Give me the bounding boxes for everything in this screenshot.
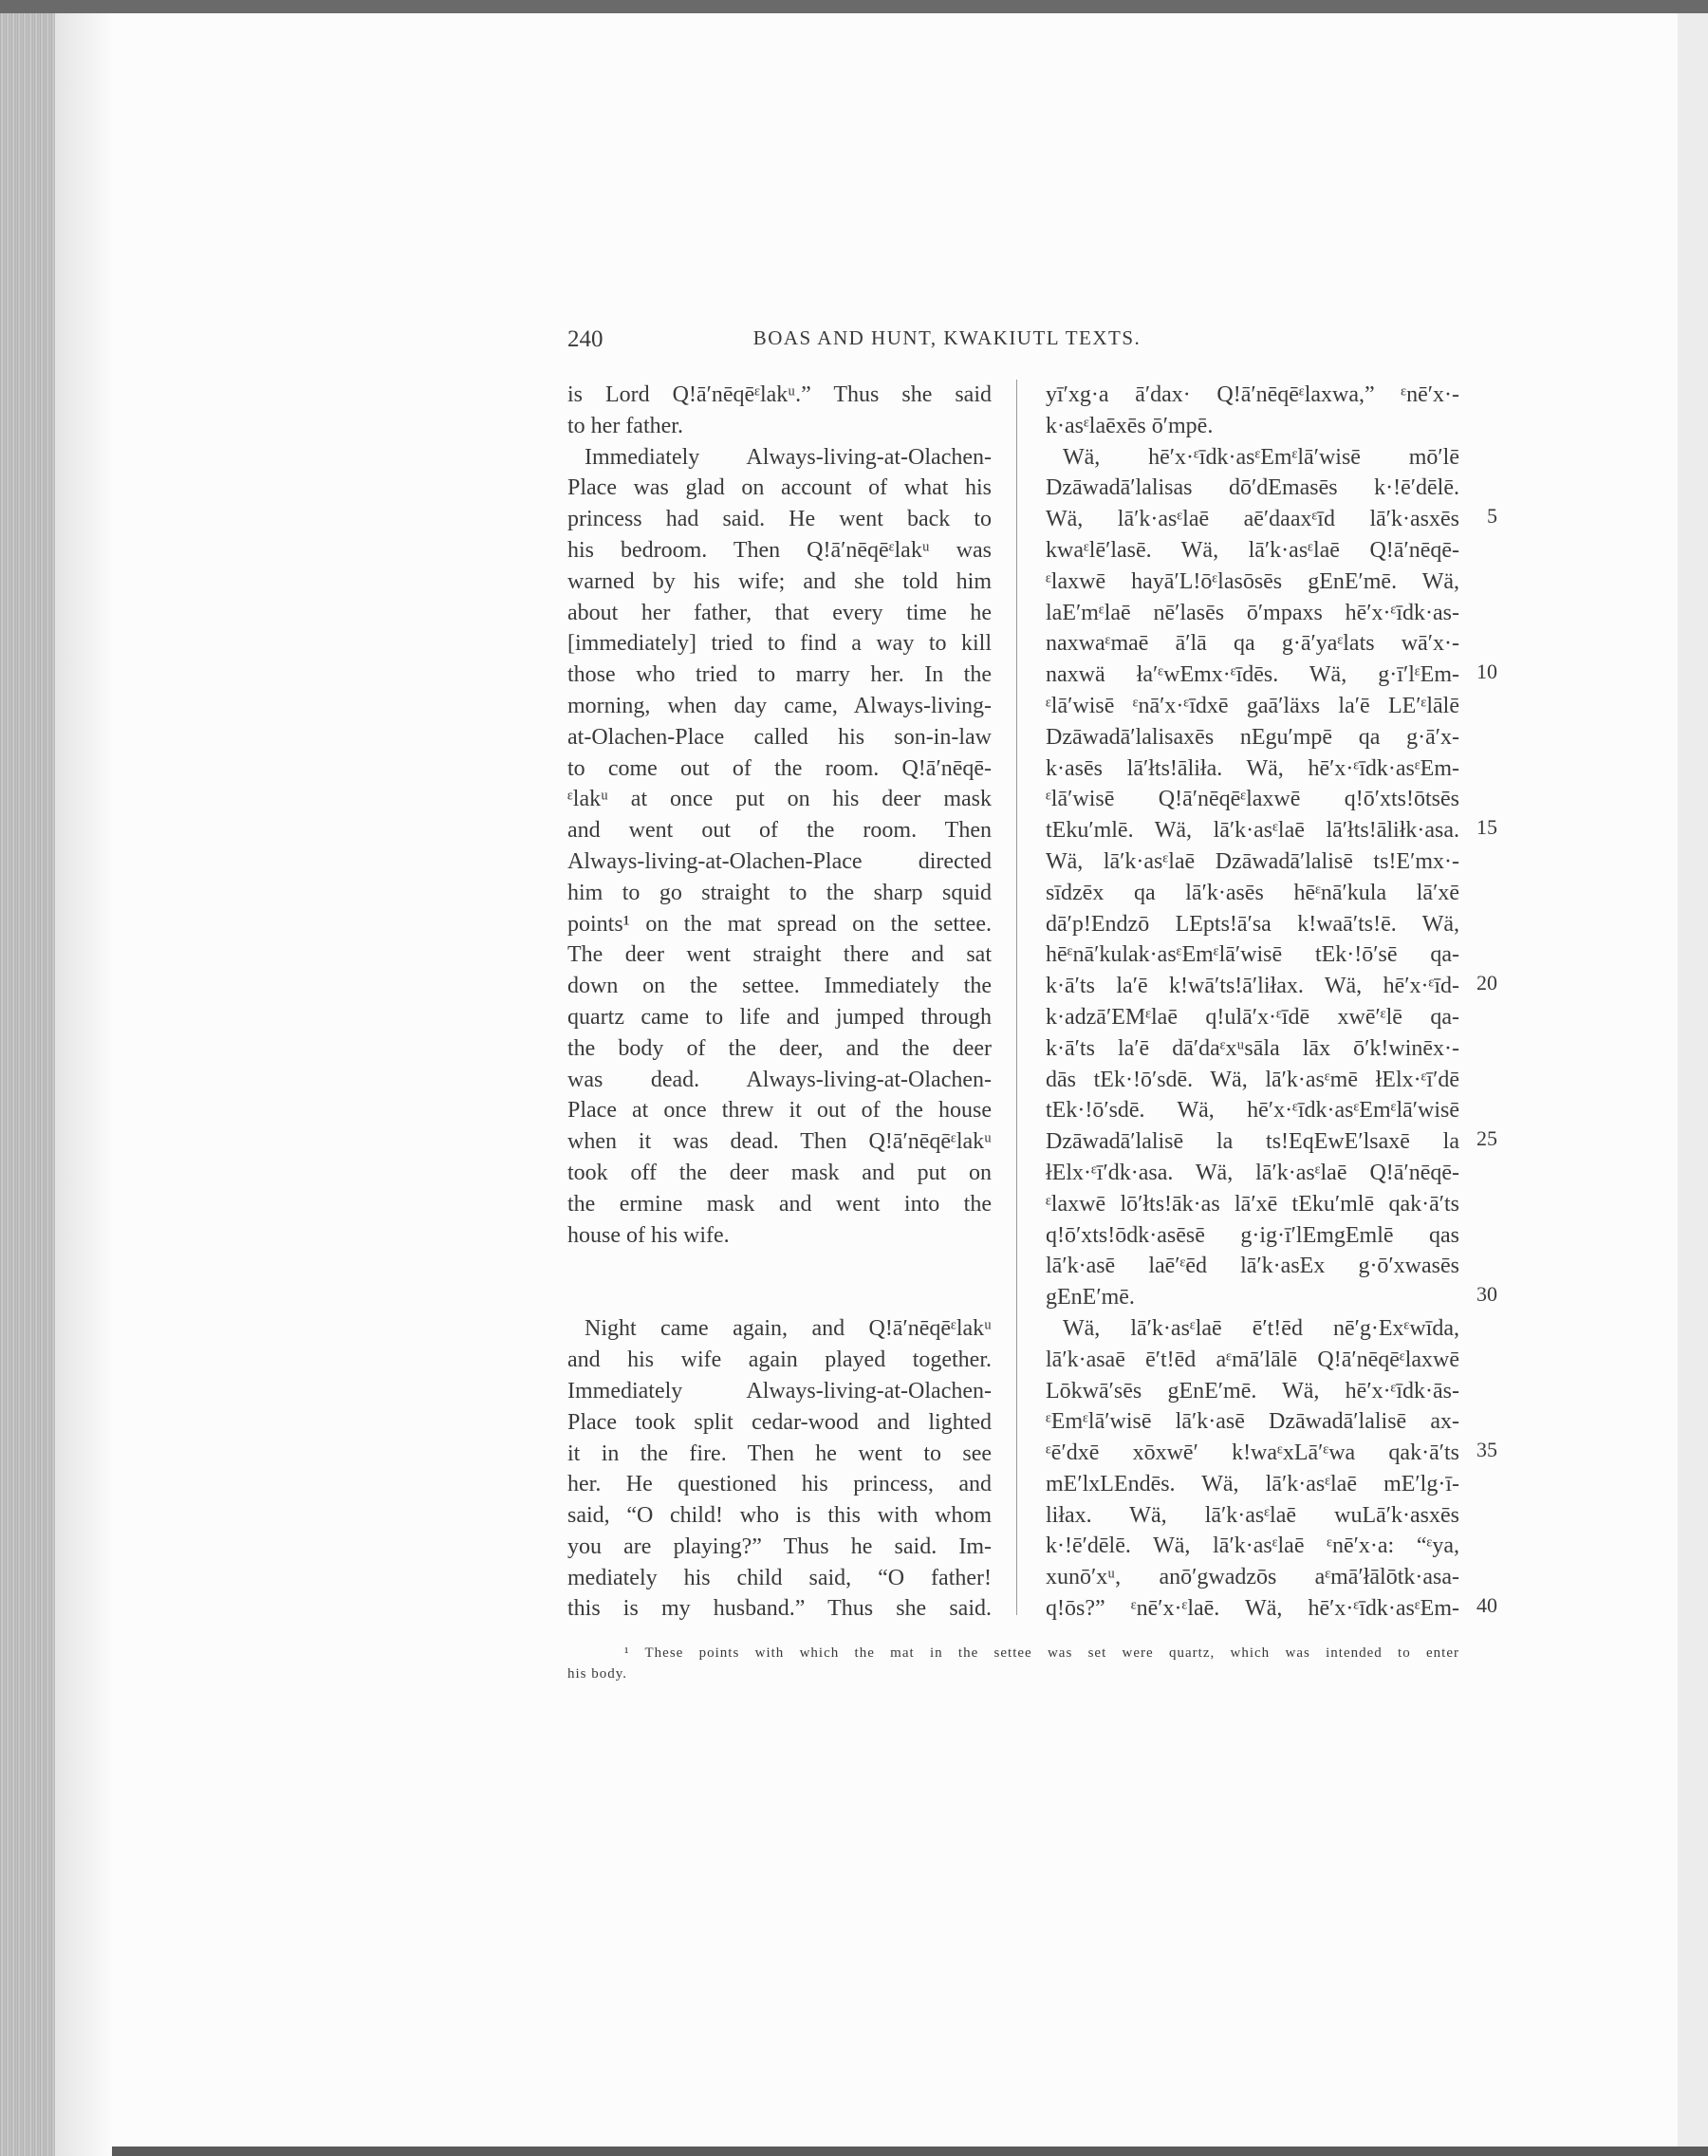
text-line: to come out of the room. Q!ā′nēqē- (567, 755, 992, 781)
text-line: lā′k·asē laē′ᵋēd lā′k·asEx g·ō′xwasēs (1046, 1254, 1459, 1279)
text-line: quartz came to life and jumped through (567, 1004, 992, 1030)
text-line: Wä, hē′x·ᵋīdk·asᵋEmᵋlā′wisē mō′lē (1063, 444, 1459, 470)
footnote-line: his body. (567, 1666, 628, 1682)
text-line: Dzāwadā′lalisas dō′dEmasēs k·!ē′dēlē. (1046, 475, 1459, 501)
text-line: Night came again, and Q!ā′nēqēᵋlakᵘ (585, 1316, 992, 1342)
text-line: took off the deer mask and put on (567, 1160, 992, 1185)
section-break (567, 1251, 992, 1313)
gutter-shadow (55, 13, 112, 2156)
text-line: when it was dead. Then Q!ā′nēqēᵋlakᵘ (567, 1129, 992, 1155)
text-line: her. He questioned his princess, and (567, 1472, 992, 1497)
text-line: yī′xg·a ā′dax· Q!ā′nēqēᵋlaxwa,” ᵋnē′x·- (1046, 382, 1459, 407)
text-line: k·asēs lā′łts!āliła. Wä, hē′x·ᵋīdk·asᵋEm- (1046, 755, 1459, 781)
text-line: ᵋlakᵘ at once put on his deer mask (567, 787, 992, 812)
line-number: 5 (1487, 504, 1497, 528)
text-line: lā′k·asaē ē′t!ēd aᵋmā′lālē Q!ā′nēqēᵋlaxwē (1046, 1347, 1459, 1372)
text-line: gEnE′mē. (1046, 1285, 1135, 1310)
text-line: Immediately Always-living-at-Olachen- (585, 444, 992, 470)
text-line: points¹ on the mat spread on the settee. (567, 911, 992, 937)
text-line: you are playing?” Thus he said. Im- (567, 1533, 992, 1559)
text-line: him to go straight to the sharp squid (567, 880, 992, 905)
text-line: ᵋlaxwē hayā′L!ōᵋlasōsēs gEnE′mē. Wä, (1046, 568, 1459, 594)
text-line: said, “O child! who is this with whom (567, 1503, 992, 1529)
text-line: The deer went straight there and sat (567, 942, 992, 968)
kwakiutl-column (1046, 380, 1459, 1625)
text-line: it in the fire. Then he went to see (567, 1440, 992, 1466)
text-line: Dzāwadā′lalisē la ts!EqEwE′lsaxē la (1046, 1129, 1459, 1155)
book-page-edges (0, 13, 55, 2156)
text-line: and went out of the room. Then (567, 818, 992, 844)
text-line: k·ā′ts la′ē k!wā′ts!ā′liłax. Wä, hē′x·ᵋīd- (1046, 974, 1459, 999)
text-line: dās tEk·!ō′sdē. Wä, lā′k·asᵋmē łElx·ᵋī′dē (1046, 1067, 1459, 1092)
text-line: the ermine mask and went into the (567, 1191, 992, 1217)
text-line: Dzāwadā′lalisaxēs nEgu′mpē qa g·ā′x- (1046, 724, 1459, 750)
text-line: naxwä ła′ᵋwEmx·ᵋīdēs. Wä, g·ī′lᵋEm- (1046, 662, 1459, 688)
text-line: Lōkwā′sēs gEnE′mē. Wä, hē′x·ᵋīdk·ās- (1046, 1378, 1459, 1403)
text-line: Place took split cedar-wood and lighted (567, 1409, 992, 1435)
text-line: at-Olachen-Place called his son-in-law (567, 724, 992, 750)
text-line: ᵋlaxwē lō′łts!āk·as lā′xē tEku′mlē qak·ā′ts (1046, 1191, 1459, 1217)
text-line: [immediately] tried to find a way to kill (567, 631, 992, 657)
text-line: morning, when day came, Always-living- (567, 693, 992, 718)
text-line: Place was glad on account of what his (567, 475, 992, 501)
text-line: mE′lxLEndēs. Wä, lā′k·asᵋlaē mE′lg·ī- (1046, 1471, 1459, 1496)
line-number: 30 (1476, 1282, 1497, 1306)
text-line: is Lord Q!ā′nēqēᵋlakᵘ.” Thus she said (567, 382, 992, 407)
text-line: ᵋlā′wisē Q!ā′nēqēᵋlaxwē q!ō′xts!ōtsēs (1046, 787, 1459, 812)
text-line: ᵋlā′wisē ᵋnā′x·ᵋīdxē gaā′läxs la′ē LE′ᵋlālē (1046, 693, 1459, 718)
footnote-line: ¹ These points with which the mat in the settee was set were quartz, which was intended to enter (624, 1645, 1459, 1661)
text-line: dā′p!Endzō LEpts!ā′sa k!waā′ts!ē. Wä, (1046, 911, 1459, 937)
text-line: q!ōs?” ᵋnē′x·ᵋlaē. Wä, hē′x·ᵋīdk·asᵋEm- (1046, 1596, 1459, 1622)
column-divider (1016, 380, 1017, 1615)
text-line: naxwaᵋmaē ā′lā qa g·ā′yaᵋlats wā′x·- (1046, 631, 1459, 657)
footnote (567, 1643, 1459, 1684)
line-number: 40 (1476, 1593, 1497, 1617)
text-line: his bedroom. Then Q!ā′nēqēᵋlakᵘ was (567, 537, 992, 563)
text-line: and his wife again played together. (567, 1348, 992, 1373)
line-number: 25 (1476, 1126, 1497, 1150)
text-line: k·adzā′EMᵋlaē q!ulā′x·ᵋīdē xwē′ᵋlē qa- (1046, 1004, 1459, 1030)
line-number: 35 (1476, 1438, 1497, 1461)
text-line: liłax. Wä, lā′k·asᵋlaē wuLā′k·asxēs (1046, 1502, 1459, 1528)
text-line: k·asᵋlaēxēs ō′mpē. (1046, 413, 1214, 438)
text-line: Always-living-at-Olachen-Place directed (567, 848, 992, 874)
text-line: q!ō′xts!ōdk·asēsē g·ig·ī′lEmgEmlē qas (1046, 1222, 1459, 1248)
english-column (567, 380, 992, 1625)
text-line: Wä, lā′k·asᵋlaē ē′t!ēd nē′g·Exᵋwīda, (1063, 1315, 1459, 1341)
text-line: Place at once threw it out of the house (567, 1098, 992, 1124)
text-line: Immediately Always-living-at-Olachen- (567, 1378, 992, 1403)
line-number: 15 (1476, 815, 1497, 839)
text-line: łElx·ᵋī′dk·asa. Wä, lā′k·asᵋlaē Q!ā′nēqē- (1046, 1160, 1459, 1185)
text-line: princess had said. He went back to (567, 507, 992, 532)
viewer-top-bar (0, 0, 1708, 13)
text-line: was dead. Always-living-at-Olachen- (567, 1067, 992, 1092)
text-line: tEk·!ō′sdē. Wä, hē′x·ᵋīdk·asᵋEmᵋlā′wisē (1046, 1098, 1459, 1124)
text-line: k·!ē′dēlē. Wä, lā′k·asᵋlaē ᵋnē′x·a: “ᵋya, (1046, 1533, 1459, 1559)
text-line: ᵋē′dxē xōxwē′ k!waᵋxLā′ᵋwa qak·ā′ts (1046, 1440, 1459, 1466)
text-line: down on the settee. Immediately the (567, 974, 992, 999)
text-line: hēᵋnā′kulak·asᵋEmᵋlā′wisē tEk·!ō′sē qa- (1046, 942, 1459, 968)
viewer-bottom-bar (112, 2147, 1708, 2156)
running-head: BOAS AND HUNT, KWAKIUTL TEXTS. (752, 326, 1142, 349)
text-line: tEku′mlē. Wä, lā′k·asᵋlaē lā′łts!āliłk·asa. (1046, 818, 1459, 844)
text-line: kwaᵋlē′lasē. Wä, lā′k·asᵋlaē Q!ā′nēqē- (1046, 537, 1459, 563)
line-number: 10 (1476, 660, 1497, 683)
text-line: the body of the deer, and the deer (567, 1035, 992, 1061)
text-line: about her father, that every time he (567, 600, 992, 625)
text-line: laE′mᵋlaē nē′lasēs ō′mpaxs hē′x·ᵋīdk·as- (1046, 600, 1459, 625)
text-line: house of his wife. (567, 1222, 730, 1248)
text-line: to her father. (567, 413, 683, 438)
page-number: 240 (567, 326, 603, 352)
text-line: sīdzēx qa lā′k·asēs hēᵋnā′kula lā′xē (1046, 880, 1459, 905)
text-line: ᵋEmᵋlā′wisē lā′k·asē Dzāwadā′lalisē ax- (1046, 1409, 1459, 1435)
text-line: Wä, lā′k·asᵋlaē aē′daaxᵋīd lā′k·asxēs (1046, 507, 1459, 532)
text-line: k·ā′ts la′ē dā′daᵋxᵘsāla lāx ō′k!winēx·- (1046, 1035, 1459, 1061)
text-line: xunō′xᵘ, anō′gwadzōs aᵋmā′łālōtk·asa- (1046, 1565, 1459, 1590)
text-line: this is my husband.” Thus she said. (567, 1596, 992, 1622)
page-right-margin (1678, 13, 1708, 2156)
text-line: Wä, lā′k·asᵋlaē Dzāwadā′lalisē ts!E′mx·- (1046, 848, 1459, 874)
text-line: those who tried to marry her. In the (567, 662, 992, 688)
text-line: mediately his child said, “O father! (567, 1565, 992, 1590)
line-number: 20 (1476, 971, 1497, 994)
text-line: warned by his wife; and she told him (567, 568, 992, 594)
